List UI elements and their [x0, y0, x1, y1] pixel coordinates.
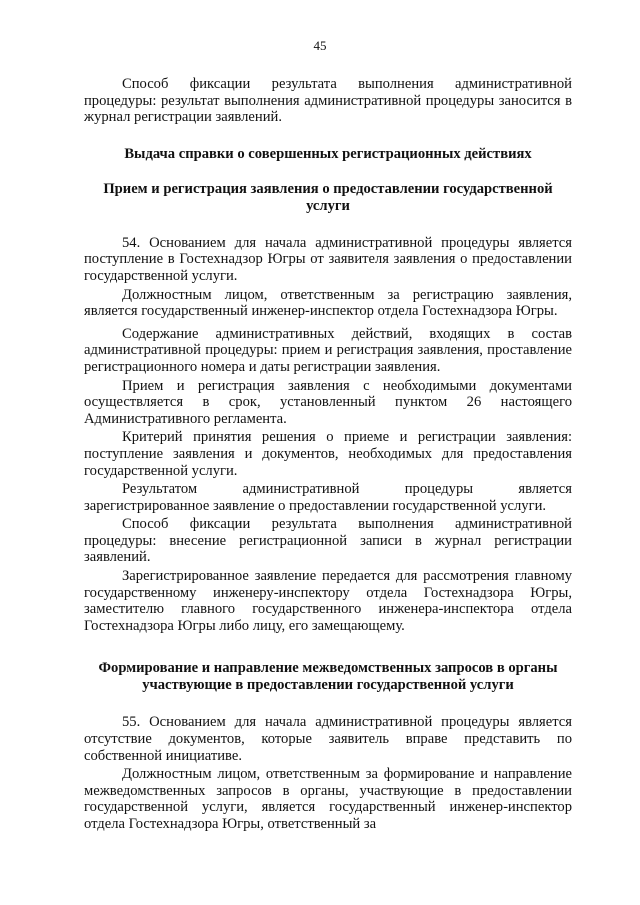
section-heading-certificate: Выдача справки о совершенных регистрационных действиях — [124, 145, 532, 162]
intro-paragraph: Способ фиксации результата выполнения административной процедуры: результат выполнения административной процедуры заносится в журнал регистрации заявлений. — [84, 76, 572, 126]
page-number: 45 — [313, 38, 327, 53]
paragraph-54-term: Прием и регистрация заявления с необходимыми документами осуществляется в срок, установленный пунктом 26 настоящего Административного регламента. — [84, 377, 572, 427]
paragraph-54-basis: 54. Основанием для начала административной процедуры является поступление в Гостехнадзор Югры от заявителя заявления о предоставлении государственной услуги. — [84, 234, 572, 284]
paragraph-55-basis: 55. Основанием для начала административной процедуры является отсутствие документов, которые заявитель вправе представить по собственной инициативе. — [84, 714, 572, 764]
paragraph-54-fixation: Способ фиксации результата выполнения административной процедуры: внесение регистрационной записи в журнал регистрации заявлений. — [84, 516, 572, 566]
paragraph-54-responsible: Должностным лицом, ответственным за регистрацию заявления, является государственный инженер-инспектор отдела Гостехнадзора Югры. — [84, 286, 572, 320]
paragraph-54-criterion: Критерий принятия решения о приеме и регистрации заявления: поступление заявления и документов, необходимых для предоставления государственной услуги. — [84, 429, 572, 479]
paragraph-54-content: Содержание административных действий, входящих в состав административной процедуры: прием и регистрация заявления, проставление регистрационного номера и даты регистрации заявления. — [84, 325, 572, 375]
paragraph-54-result: Результатом административной процедуры является зарегистрированное заявление о предоставлении государственной услуги. — [84, 481, 572, 514]
paragraph-54-transfer: Зарегистрированное заявление передается для рассмотрения главному государственному инженеру-инспектору отдела Гостехнадзора Югры, заместителю главного государственного инженера-инспектора отдела Гостехнадзора Югры либо лицу, его замещающему. — [84, 568, 572, 634]
paragraph-55-responsible: Должностным лицом, ответственным за формирование и направление межведомственных запросов в органы, участвующие в предоставлении государственной услуги, является государственный инженер-инспектор отдела Гостехнадзора Югры, ответственный за — [84, 766, 572, 832]
document-body — [84, 76, 572, 835]
section-heading-reception: Прием и регистрация заявления о предоставлении государственной услуги — [103, 180, 553, 214]
section-heading-interagency: Формирование и направление межведомственных запросов в органы участвующие в предоставлении государственной услуги — [98, 660, 558, 694]
